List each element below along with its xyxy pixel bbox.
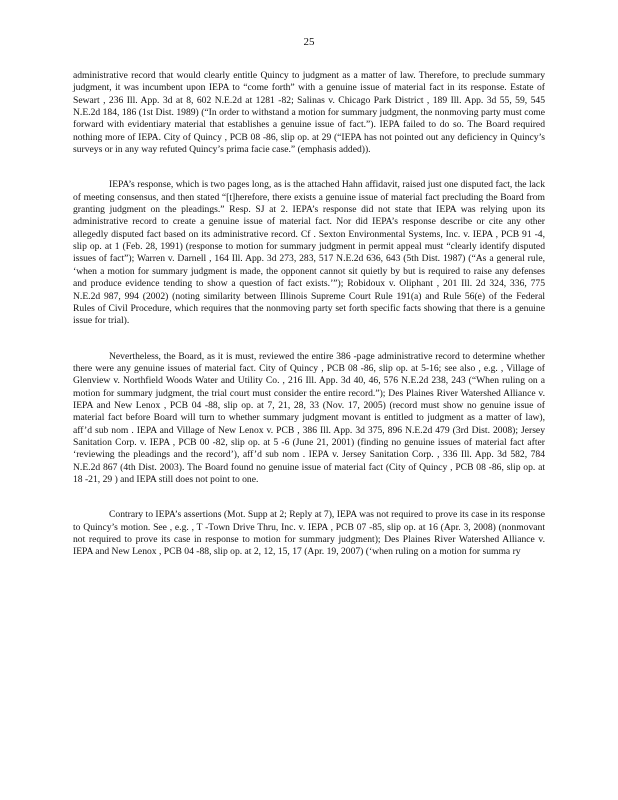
body-text bbox=[73, 70, 545, 570]
paragraph-4: Contrary to IEPA’s assertions (Mot. Supp at 2; Reply at 7), IEPA was not required to prove its case in its response to Quincy’s motion. See , e.g. , T -Town Drive Thru, Inc. v. IEPA , PCB 07 -85, slip op. at 16 (Apr. 3, 2008) (nonmovant not required to prove its case in response to motion for summary judgment); Des Plaines River Watershed Alliance v. IEPA and New Lenox , PCB 04 -88, slip op. at 2, 12, 15, 17 (Apr. 19, 2007) (‘when ruling on a motion for summa ry bbox=[73, 509, 545, 558]
paragraph-2: IEPA’s response, which is two pages long, as is the attached Hahn affidavit, raised just one disputed fact, the lack of meeting consensus, and then stated “[t]herefore, there exists a genuine issue of material fact precluding the Board from granting judgment on the pleadings.” Resp. SJ at 2. IEPA’s response did not state that IEPA was relying upon its administrative record to create a genuine issue of material fact. Nor did IEPA’s response describe or cite any other allegedly disputed fact based on its administrative record. Cf . Sexton Environmental Systems, Inc. v. IEPA , PCB 91 -4, slip op. at 1 (Feb. 28, 1991) (response to motion for summary judgment in permit appeal must “clearly identify disputed issues of fact”); Warren v. Darnell , 164 Ill. App. 3d 273, 283, 517 N.E.2d 636, 643 (5th Dist. 1987) (“As a general rule, ‘when a motion for summary judgment is made, the opponent cannot sit quietly by but is required to raise any defenses and produce evidence tending to show a question of fact exists.’”); Robidoux v. Oliphant , 201 Ill. 2d 324, 336, 775 N.E.2d 987, 994 (2002) (noting similarity between Illinois Supreme Court Rule 191(a) and Rule 56(e) of the Federal Rules of Civil Procedure, which requires that the nonmoving party set forth specific facts showing that there is a genuine issue for trial). bbox=[73, 179, 545, 327]
paragraph-1: administrative record that would clearly entitle Quincy to judgment as a matter of law. Therefore, to preclude summary judgment, it was incumbent upon IEPA to “come forth” with a genuine issue of material fact in its response. Estate of Sewart , 236 Ill. App. 3d at 8, 602 N.E.2d at 1281 -82; Salinas v. Chicago Park District , 189 Ill. App. 3d 55, 59, 545 N.E.2d 184, 186 (1st Dist. 1989) (“In order to withstand a motion for summary judgment, the nonmoving party must come forward with evidentiary material that establishes a genuine issue of fact.”). IEPA failed to do so. The Board required nothing more of IEPA. City of Quincy , PCB 08 -86, slip op. at 29 (“IEPA has not pointed out any deficiency in Quincy’s surveys or in any way refuted Quincy’s prima facie case.” (emphasis added)). bbox=[73, 70, 545, 156]
paragraph-3: Nevertheless, the Board, as it is must, reviewed the entire 386 -page administrative record to determine whether there were any genuine issues of material fact. City of Quincy , PCB 08 -86, slip op. at 5-16; see also , e.g. , Village of Glenview v. Northfield Woods Water and Utility Co. , 216 Ill. App. 3d 40, 46, 576 N.E.2d 238, 243 (“When ruling on a motion for summary judgment, the trial court must consider the entire record.”); Des Plaines River Watershed Alliance v. IEPA and New Lenox , PCB 04 -88, slip op. at 7, 21, 28, 33 (Nov. 17, 2005) (record must show no genuine issue of material fact before Board will turn to whether summary judgment movant is entitled to judgment as a matter of law), aff’d sub nom . IEPA and Village of New Lenox v. PCB , 386 Ill. App. 3d 375, 896 N.E.2d 479 (3rd Dist. 2008); Jersey Sanitation Corp. v. IEPA , PCB 00 -82, slip op. at 5 -6 (June 21, 2001) (finding no genuine issues of material fact after ‘reviewing the pleadings and the record’), aff’d sub nom . IEPA v. Jersey Sanitation Corp. , 336 Ill. App. 3d 582, 784 N.E.2d 867 (4th Dist. 2003). The Board found no genuine issue of material fact (City of Quincy , PCB 08 -86, slip op. at 18 -21, 29 ) and IEPA still does not point to one. bbox=[73, 350, 545, 485]
page-number: 25 bbox=[303, 36, 315, 48]
